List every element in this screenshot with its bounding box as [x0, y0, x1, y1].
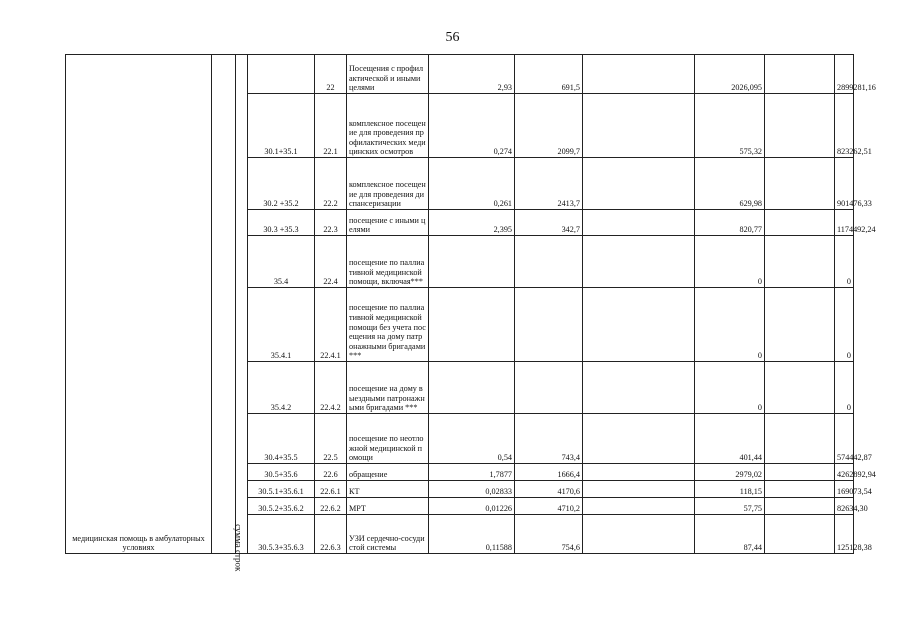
description-cell: комплексное посещение для проведения диспансеризации: [347, 158, 429, 210]
value-a-cell: 2,395: [429, 210, 515, 236]
value-f-cell: 2899281,16: [835, 55, 854, 94]
description-cell: КТ: [347, 481, 429, 498]
value-d-cell: 0: [695, 288, 765, 362]
value-f-cell: 0: [835, 362, 854, 414]
line-number-cell: 22.6.3: [315, 515, 347, 554]
value-d-cell: 401,44: [695, 414, 765, 464]
value-a-cell: 0,11588: [429, 515, 515, 554]
value-f-cell: 0: [835, 288, 854, 362]
value-e-cell: [765, 362, 835, 414]
code-cell: 30.2 +35.2: [248, 158, 315, 210]
value-e-cell: [765, 55, 835, 94]
value-d-cell: 629,98: [695, 158, 765, 210]
page-number: 56: [445, 30, 460, 45]
value-b-cell: [515, 236, 583, 288]
value-d-cell: 820,77: [695, 210, 765, 236]
value-e-cell: [765, 288, 835, 362]
value-c-cell: [583, 288, 695, 362]
value-f-cell: 4262892,94: [835, 464, 854, 481]
description-cell: УЗИ сердечно-сосудистой системы: [347, 515, 429, 554]
value-b-cell: [515, 288, 583, 362]
value-e-cell: [765, 210, 835, 236]
code-cell: [248, 55, 315, 94]
table-row: [66, 55, 854, 94]
line-number-cell: 22.6: [315, 464, 347, 481]
value-b-cell: 743,4: [515, 414, 583, 464]
value-b-cell: 2413,7: [515, 158, 583, 210]
code-cell: 35.4.1: [248, 288, 315, 362]
line-number-cell: 22: [315, 55, 347, 94]
value-e-cell: [765, 158, 835, 210]
value-b-cell: 4710,2: [515, 498, 583, 515]
value-e-cell: [765, 498, 835, 515]
code-cell: 35.4.2: [248, 362, 315, 414]
value-e-cell: [765, 94, 835, 158]
line-number-cell: 22.1: [315, 94, 347, 158]
value-a-cell: 0,261: [429, 158, 515, 210]
value-f-cell: 169073,54: [835, 481, 854, 498]
value-b-cell: [515, 362, 583, 414]
value-c-cell: [583, 236, 695, 288]
description-cell: комплексное посещение для проведения профилактических медицинских осмотров: [347, 94, 429, 158]
description-cell: МРТ: [347, 498, 429, 515]
value-a-cell: [429, 288, 515, 362]
line-number-cell: 22.6.2: [315, 498, 347, 515]
value-c-cell: [583, 362, 695, 414]
value-f-cell: 82634,30: [835, 498, 854, 515]
value-f-cell: 0: [835, 236, 854, 288]
value-d-cell: 87,44: [695, 515, 765, 554]
value-f-cell: 574442,87: [835, 414, 854, 464]
value-c-cell: [583, 210, 695, 236]
description-cell: посещение по неотложной медицинской помощи: [347, 414, 429, 464]
value-e-cell: [765, 236, 835, 288]
value-e-cell: [765, 464, 835, 481]
value-b-cell: 342,7: [515, 210, 583, 236]
line-number-cell: 22.2: [315, 158, 347, 210]
code-cell: 30.5.3+35.6.3: [248, 515, 315, 554]
value-a-cell: 0,54: [429, 414, 515, 464]
code-cell: 30.3 +35.3: [248, 210, 315, 236]
line-number-cell: 22.6.1: [315, 481, 347, 498]
code-cell: 30.4+35.5: [248, 414, 315, 464]
value-f-cell: 901476,33: [835, 158, 854, 210]
value-c-cell: [583, 55, 695, 94]
value-d-cell: 575,32: [695, 94, 765, 158]
value-c-cell: [583, 414, 695, 464]
value-e-cell: [765, 515, 835, 554]
value-c-cell: [583, 498, 695, 515]
value-c-cell: [583, 515, 695, 554]
value-b-cell: 754,6: [515, 515, 583, 554]
value-a-cell: 0,274: [429, 94, 515, 158]
line-number-cell: 22.5: [315, 414, 347, 464]
description-cell: Посещения с профилактической и иными целями: [347, 55, 429, 94]
value-d-cell: 2979,02: [695, 464, 765, 481]
description-cell: посещение с иными целями: [347, 210, 429, 236]
value-e-cell: [765, 414, 835, 464]
value-b-cell: 4170,6: [515, 481, 583, 498]
value-f-cell: 1174492,24: [835, 210, 854, 236]
value-b-cell: 1666,4: [515, 464, 583, 481]
value-d-cell: 57,75: [695, 498, 765, 515]
value-f-cell: 125128,38: [835, 515, 854, 554]
value-a-cell: [429, 362, 515, 414]
value-d-cell: 0: [695, 362, 765, 414]
value-c-cell: [583, 481, 695, 498]
value-d-cell: 2026,095: [695, 55, 765, 94]
code-cell: 30.5.2+35.6.2: [248, 498, 315, 515]
line-number-cell: 22.3: [315, 210, 347, 236]
line-number-cell: 22.4: [315, 236, 347, 288]
code-cell: 35.4: [248, 236, 315, 288]
blank-column-cell: [236, 55, 248, 554]
value-a-cell: 2,93: [429, 55, 515, 94]
value-c-cell: [583, 94, 695, 158]
category-cell: медицинская помощь в амбулаторных условиях: [66, 55, 212, 554]
sum-label: сумма строк: [233, 524, 244, 572]
value-b-cell: 2099,7: [515, 94, 583, 158]
code-cell: 30.5.1+35.6.1: [248, 481, 315, 498]
value-c-cell: [583, 158, 695, 210]
description-cell: обращение: [347, 464, 429, 481]
value-c-cell: [583, 464, 695, 481]
code-cell: 30.1+35.1: [248, 94, 315, 158]
description-cell: посещение на дому выездными патронажными бригадами ***: [347, 362, 429, 414]
description-cell: посещение по паллиативной медицинской помощи, включая***: [347, 236, 429, 288]
value-d-cell: 118,15: [695, 481, 765, 498]
value-a-cell: 1,7877: [429, 464, 515, 481]
sum-label-cell: [212, 55, 244, 572]
description-cell: посещение по паллиативной медицинской помощи без учета посещения на дому патронажными бригадами ***: [347, 288, 429, 362]
value-a-cell: 0,02833: [429, 481, 515, 498]
value-f-cell: 823262,51: [835, 94, 854, 158]
value-e-cell: [765, 481, 835, 498]
tariff-table: [65, 54, 876, 572]
value-d-cell: 0: [695, 236, 765, 288]
value-b-cell: 691,5: [515, 55, 583, 94]
line-number-cell: 22.4.1: [315, 288, 347, 362]
value-a-cell: [429, 236, 515, 288]
line-number-cell: 22.4.2: [315, 362, 347, 414]
value-a-cell: 0,01226: [429, 498, 515, 515]
code-cell: 30.5+35.6: [248, 464, 315, 481]
